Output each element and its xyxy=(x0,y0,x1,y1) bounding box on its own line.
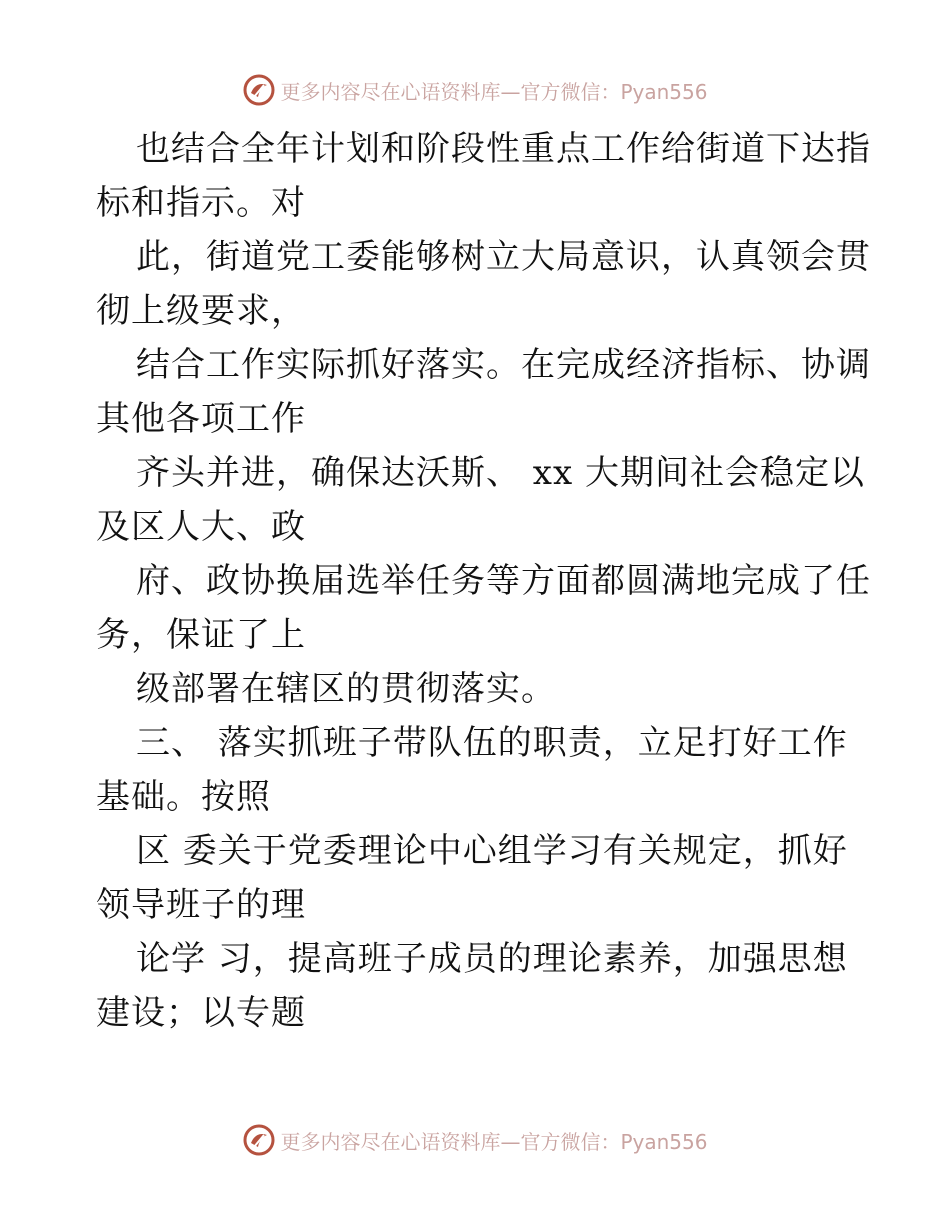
text-line: 府、政协换届选举任务等方面都圆满地完成了任 xyxy=(136,561,871,601)
text-line: 及区人大、政 xyxy=(96,507,306,547)
text-line: 结合工作实际抓好落实。在完成经济指标、协调 xyxy=(136,345,871,385)
swirl-logo-icon xyxy=(242,73,276,107)
text-line: 区 委关于党委理论中心组学习有关规定，抓好 xyxy=(136,831,848,871)
text-line: 齐头并进，确保达沃斯、 xx 大期间社会稳定以 xyxy=(136,453,865,493)
text-line: 基础。按照 xyxy=(96,777,271,817)
text-line: 标和指示。对 xyxy=(96,183,306,223)
text-line: 领导班子的理 xyxy=(96,885,306,925)
footer-banner xyxy=(0,1120,950,1160)
text-line: 彻上级要求， xyxy=(96,291,306,331)
text-line: 务，保证了上 xyxy=(96,615,306,655)
text-line: 建设；以专题 xyxy=(96,993,306,1033)
text-line: 也结合全年计划和阶段性重点工作给街道下达指 xyxy=(136,129,871,169)
header-banner xyxy=(0,70,950,110)
swirl-logo-icon xyxy=(242,1123,276,1157)
footer-banner-text: 更多内容尽在心语资料库—官方微信：Pyan556 xyxy=(280,1129,708,1154)
text-line: 三、 落实抓班子带队伍的职责，立足打好工作 xyxy=(136,723,848,763)
document-body xyxy=(96,122,871,1040)
text-line: 此，街道党工委能够树立大局意识，认真领会贯 xyxy=(136,237,871,277)
text-line: 论学 习，提高班子成员的理论素养，加强思想 xyxy=(136,939,848,979)
text-line: 其他各项工作 xyxy=(96,399,306,439)
text-line: 级部署在辖区的贯彻落实。 xyxy=(136,669,556,709)
header-banner-text: 更多内容尽在心语资料库—官方微信：Pyan556 xyxy=(280,79,708,104)
